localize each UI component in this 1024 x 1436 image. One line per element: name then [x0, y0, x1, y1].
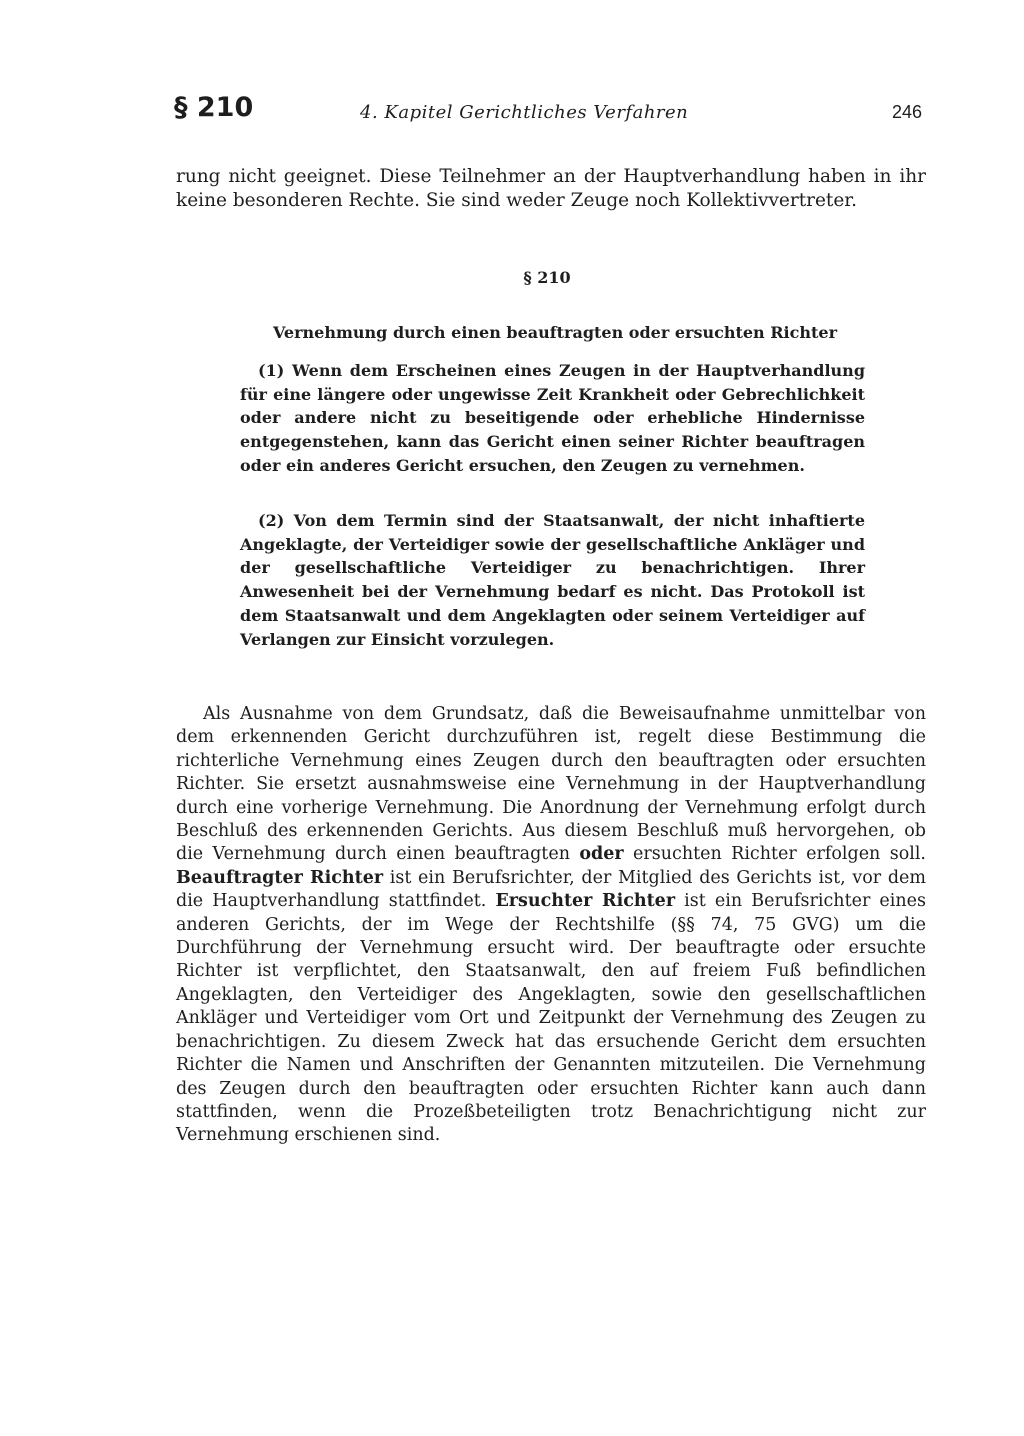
page-number: 246 [891, 102, 922, 122]
term-ersuchter-richter: Ersuchter Richter [495, 891, 676, 912]
statute-absatz-2: (2) Von dem Termin sind der Staatsanwalt, der nicht inhaftierte Angeklagte, der Verteidiger sowie der gesellschaftliche Ankläger und der gesellschaftliche Verteidiger zu benachrichtigen. Ihrer Anwesenheit bei der Vernehmung bedarf es nicht. Das Protokoll ist dem Staatsanwalt und dem Angeklagten oder seinem Verteidiger auf Verlangen zur Einsicht vorzulegen. [240, 511, 865, 649]
section-paragraph-heading: § 210 [523, 268, 571, 287]
intro-paragraph: rung nicht geeignet. Diese Teilnehmer an der Hauptverhandlung haben in ihr keine besonderen Rechte. Sie sind weder Zeuge noch Kollektivvertreter. [176, 166, 926, 211]
commentary-emphasis-oder: oder [579, 844, 624, 865]
term-beauftragter-richter: Beauftragter Richter [176, 867, 384, 888]
section-title: Vernehmung durch einen beauftragten oder ersuchten Richter [272, 323, 837, 342]
commentary-paragraph [176, 703, 926, 1148]
commentary-text: ist ein Berufsrichter, der Mitglied des Gerichts ist, vor dem die Hauptverhandlung stattfindet. [176, 867, 926, 912]
commentary-text: Als Ausnahme von dem Grundsatz, daß die Beweisaufnahme unmittelbar von dem erkennenden Gericht durchzuführen ist, regelt diese Bestimmung die richterliche Vernehmung eines Zeugen durch den beauftragten oder ersuchten Richter. Sie ersetzt ausnahmsweise eine Vernehmung in der Hauptverhandlung durch eine vorherige Vernehmung. Die Anordnung der Vernehmung erfolgt durch Beschluß des erkennenden Gerichts. Aus diesem Beschluß muß hervorgehen, ob die Vernehmung durch einen beauftragten [176, 704, 926, 865]
header-chapter-title: 4. Kapitel Gerichtliches Verfahren [360, 102, 689, 123]
statute-absatz-1: (1) Wenn dem Erscheinen eines Zeugen in der Hauptverhandlung für eine längere oder ungewisse Zeit Krankheit oder Gebrechlichkeit oder andere nicht zu beseitigende oder erhebliche Hindernisse entgegenstehen, kann das Gericht einen seiner Richter beauftragen oder ein anderes Gericht ersuchen, den Zeugen zu vernehmen. [240, 361, 865, 475]
header-paragraph-number: § 210 [174, 92, 254, 123]
commentary-text: ersuchten Richter erfolgen soll. [623, 844, 926, 865]
page-header [174, 92, 926, 132]
commentary-text: ist ein Berufsrichter eines anderen Gerichts, der im Wege der Rechtshilfe (§§ 74, 75 GVG) um die Durchführung der Vernehmung ersucht wird. Der beauftragte oder ersuchte Richter ist verpflichtet, den Staatsanwalt, den auf freiem Fuß befindlichen Angeklagten, den Verteidiger des Angeklagten, sowie den gesellschaftlichen Ankläger und Verteidiger vom Ort und Zeitpunkt der Vernehmung des Zeugen zu benachrichtigen. Zu diesem Zweck hat das ersuchende Gericht dem ersuchten Richter die Namen und Anschriften der Genannten mitzuteilen. Die Vernehmung des Zeugen durch den beauftragten oder ersuchten Richter kann auch dann stattfinden, wenn die Prozeßbeteiligten trotz Benachrichtigung nicht zur Vernehmung erschienen sind. [176, 891, 926, 1146]
